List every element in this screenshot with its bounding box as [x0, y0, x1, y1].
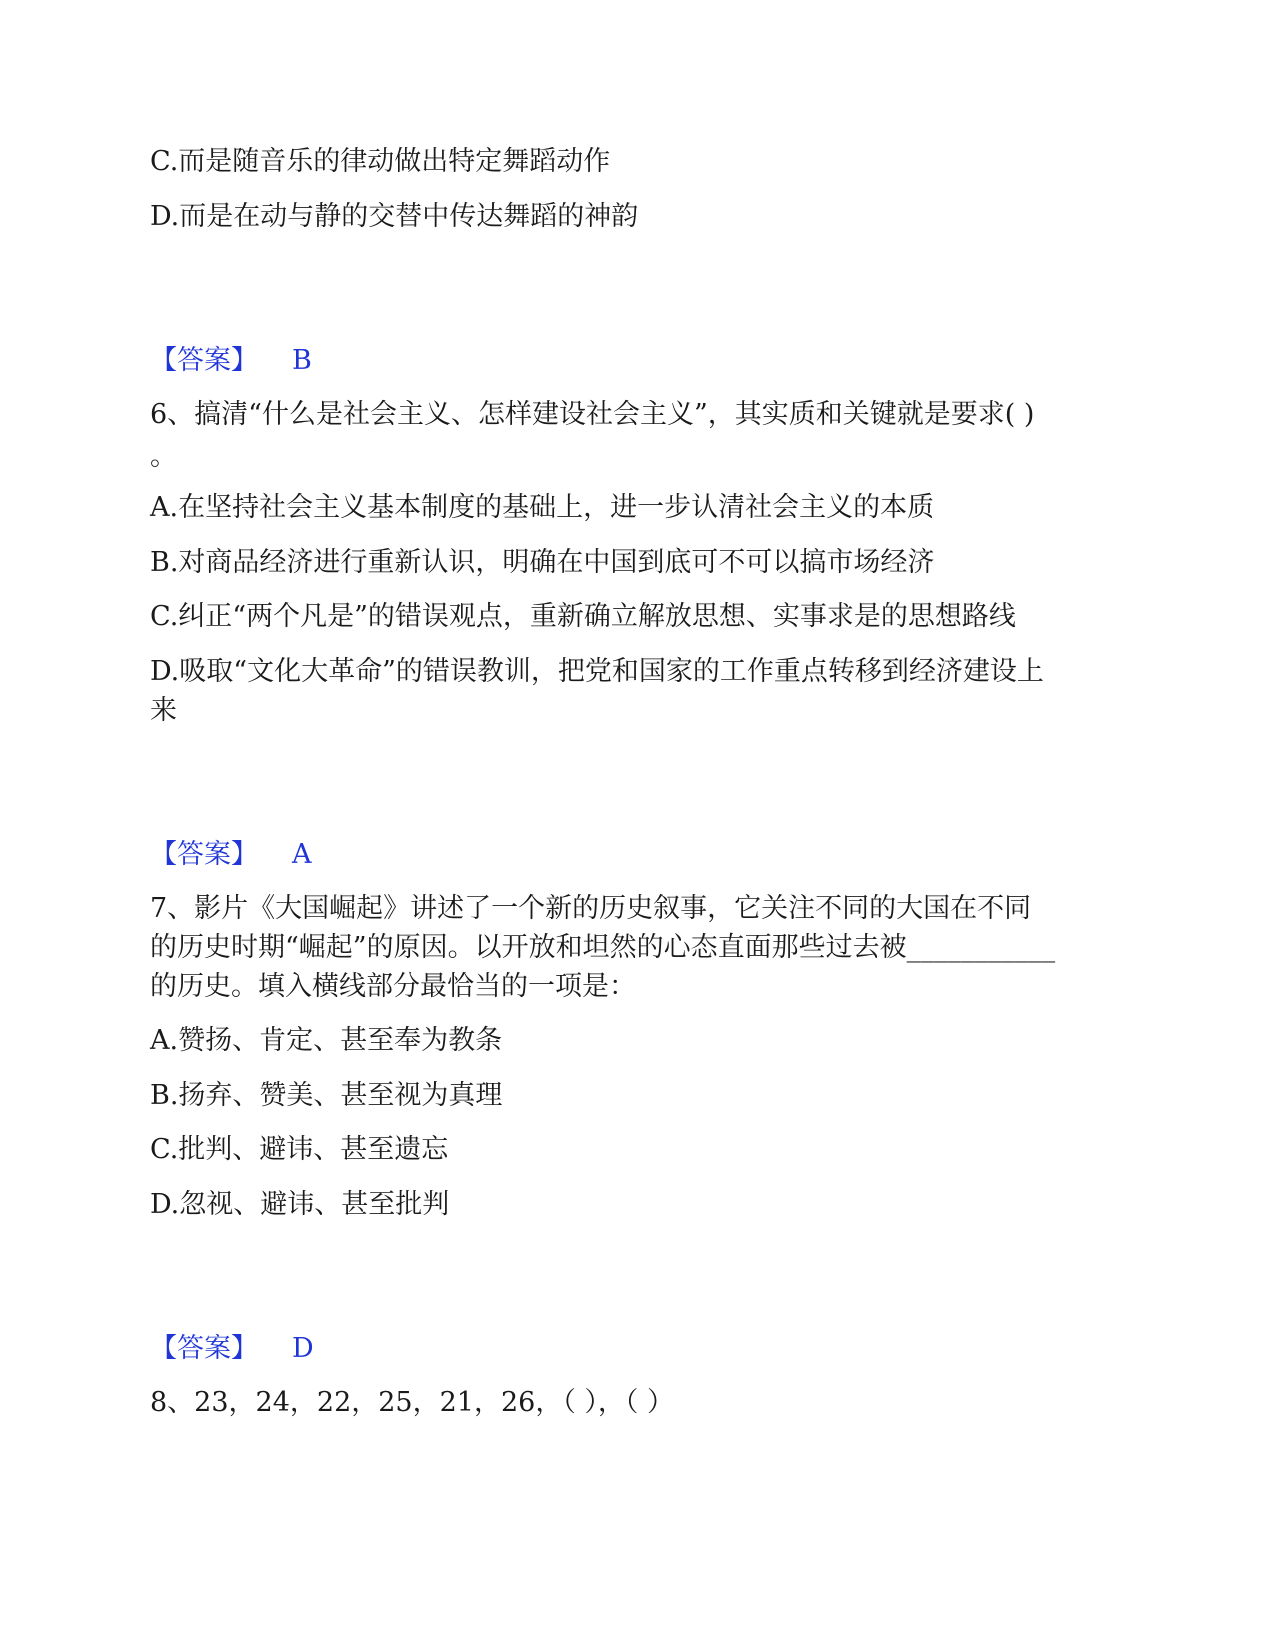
q7-option-d: D.忽视、避讳、甚至批判	[150, 1189, 450, 1220]
q6-option-d-line2: 来	[150, 695, 177, 726]
answer-value: D	[292, 1333, 314, 1364]
q8-stem: 8、23，24，22，25，21，26，（ ），（ ）	[150, 1387, 674, 1418]
q7-option-b: B.扬弃、赞美、甚至视为真理	[150, 1080, 503, 1111]
q5-option-d: D.而是在动与静的交替中传达舞蹈的神韵	[150, 201, 639, 232]
q6-option-a: A.在坚持社会主义基本制度的基础上，进一步认清社会主义的本质	[150, 492, 935, 523]
q7-answer	[150, 1332, 314, 1366]
q6-option-c: C.纠正“两个凡是”的错误观点，重新确立解放思想、实事求是的思想路线	[150, 601, 1016, 632]
q6-stem-line2: 。	[150, 441, 177, 472]
answer-value: B	[292, 345, 312, 376]
q6-option-d-line1: D.吸取“文化大革命”的错误教训，把党和国家的工作重点转移到经济建设上	[150, 656, 1044, 687]
answer-value: A	[292, 839, 312, 870]
q6-option-b: B.对商品经济进行重新认识，明确在中国到底可不可以搞市场经济	[150, 547, 935, 578]
q5-option-c: C.而是随音乐的律动做出特定舞蹈动作	[150, 146, 611, 177]
q6-stem-line1: 6、搞清“什么是社会主义、怎样建设社会主义”，其实质和关键就是要求( )	[150, 399, 1035, 430]
q7-option-a: A.赞扬、肯定、甚至奉为教条	[150, 1025, 503, 1056]
answer-label: 【答案】	[150, 839, 258, 870]
q5-answer	[150, 344, 312, 378]
answer-label: 【答案】	[150, 345, 258, 376]
answer-label: 【答案】	[150, 1333, 258, 1364]
q6-answer	[150, 838, 312, 872]
q7-stem-line2: 的历史时期“崛起”的原因。以开放和坦然的心态直面那些过去被___________	[150, 932, 1056, 963]
q7-option-c: C.批判、避讳、甚至遗忘	[150, 1134, 449, 1165]
q7-stem-line1: 7、影片《大国崛起》讲述了一个新的历史叙事，它关注不同的大国在不同	[150, 893, 1032, 924]
q7-stem-line3: 的历史。填入横线部分最恰当的一项是：	[150, 971, 636, 1002]
